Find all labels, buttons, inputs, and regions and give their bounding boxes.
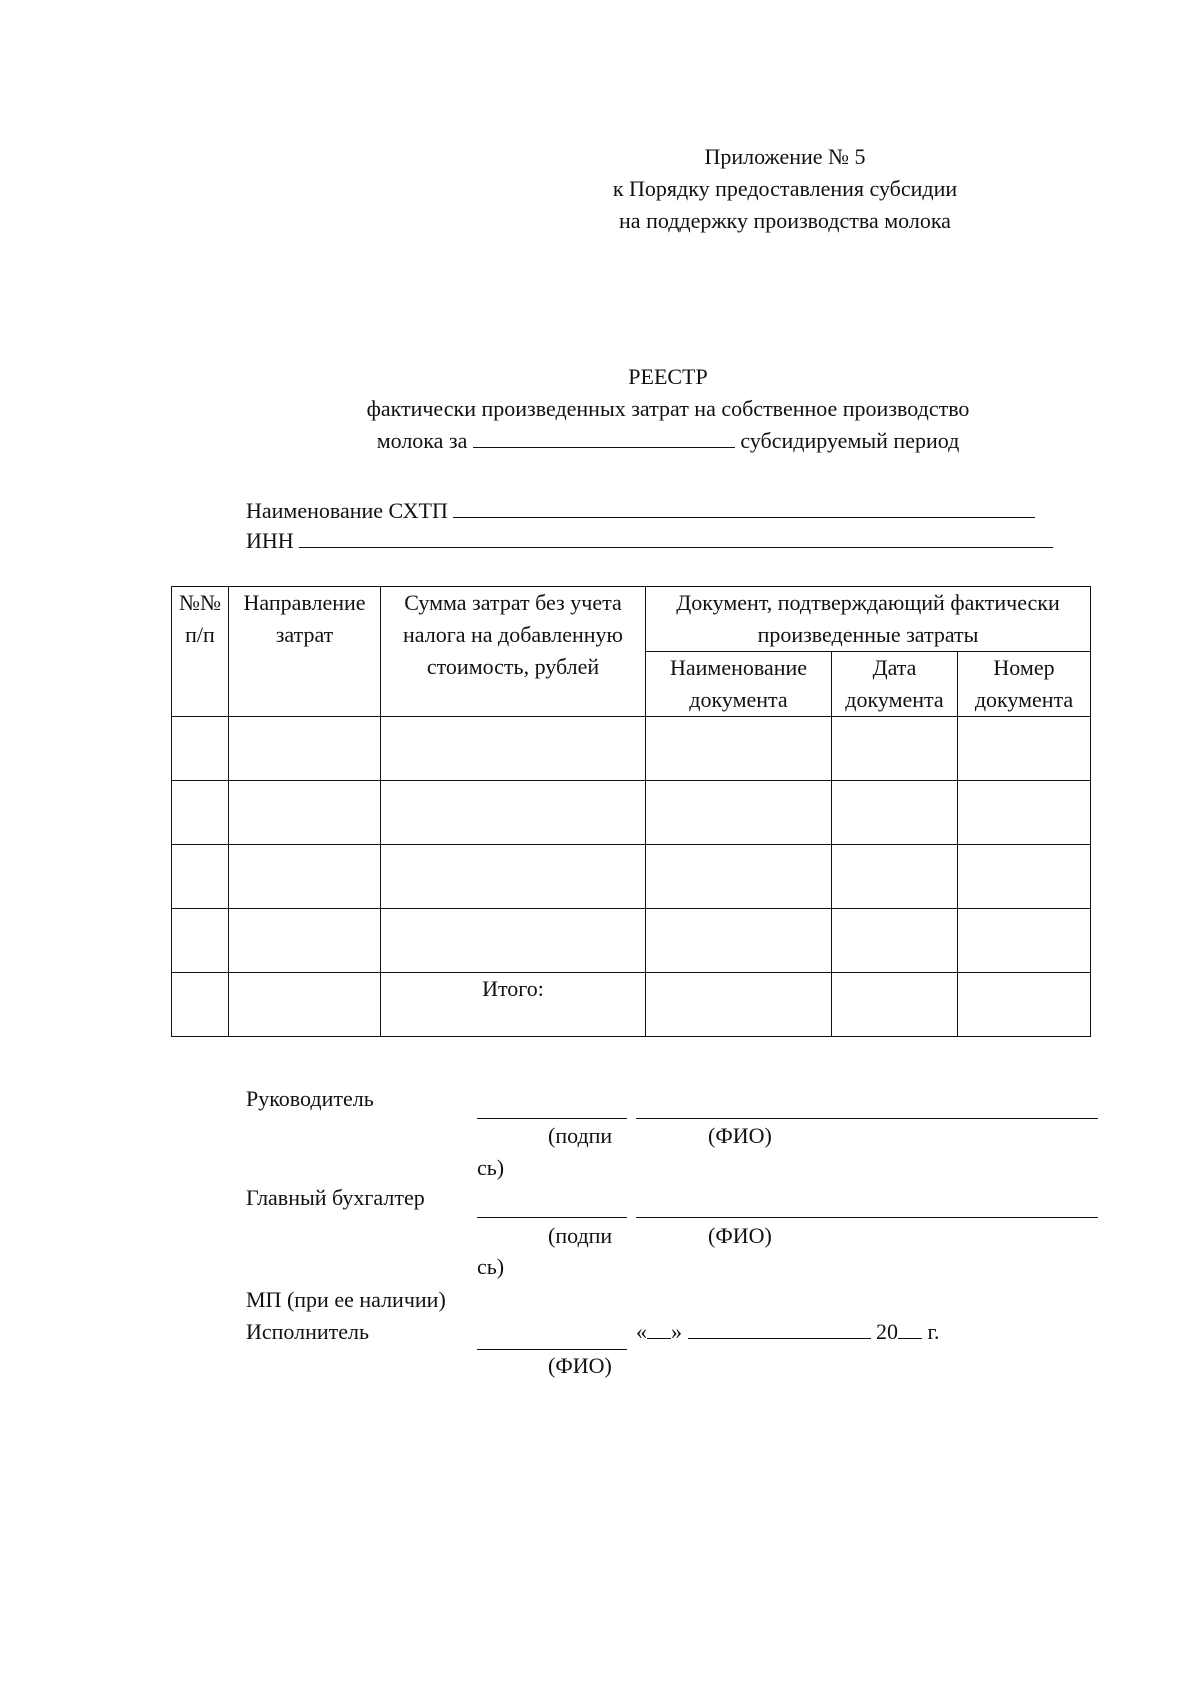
- head-signature-line[interactable]: [477, 1118, 627, 1119]
- table-cell[interactable]: [958, 909, 1091, 973]
- table-cell[interactable]: [229, 781, 381, 845]
- table-cell[interactable]: [646, 717, 832, 781]
- table-cell[interactable]: [229, 717, 381, 781]
- accountant-fio-caption: (ФИО): [708, 1223, 772, 1248]
- year-suffix: г.: [927, 1319, 940, 1344]
- date-close-quote: »: [671, 1319, 682, 1344]
- table-cell[interactable]: [958, 781, 1091, 845]
- accountant-sign-caption-cont: сь): [477, 1254, 505, 1279]
- title-line-2: [0, 425, 1200, 457]
- appendix-line-2: к Порядку предоставления субсидии: [612, 176, 958, 201]
- table-cell[interactable]: [381, 781, 646, 845]
- table-cell[interactable]: [172, 781, 229, 845]
- header-doc-date: Дата документа: [832, 652, 958, 717]
- header-doc-number: Номер документа: [958, 652, 1091, 717]
- table-row: [172, 909, 1091, 973]
- table-cell[interactable]: [832, 973, 958, 1037]
- total-label: Итого:: [381, 973, 646, 1037]
- head-sign-caption-cont: сь): [477, 1155, 505, 1180]
- table-row: [172, 781, 1091, 845]
- table-cell[interactable]: [381, 845, 646, 909]
- table-cell[interactable]: [958, 973, 1091, 1037]
- title-line-1: фактически произведенных затрат на собственное производство: [366, 396, 970, 421]
- accountant-fio-line[interactable]: [636, 1217, 1098, 1218]
- table-cell[interactable]: [646, 973, 832, 1037]
- table-cell[interactable]: [832, 781, 958, 845]
- org-name-field: [246, 495, 1035, 527]
- table-cell[interactable]: [229, 845, 381, 909]
- header-direction: Направление затрат: [229, 587, 381, 717]
- header-sum: Сумма затрат без учета налога на добавленную стоимость, рублей: [381, 587, 646, 717]
- org-name-label: Наименование СХТП: [246, 498, 448, 523]
- accountant-label: Главный бухгалтер: [246, 1185, 425, 1210]
- year-prefix: 20: [876, 1319, 898, 1344]
- head-fio-caption: (ФИО): [708, 1123, 772, 1148]
- title-period-prefix: молока за: [376, 428, 468, 453]
- appendix-header: [575, 141, 995, 237]
- appendix-line-3: на поддержку производства молока: [619, 208, 951, 233]
- head-fio-line[interactable]: [636, 1118, 1098, 1119]
- executor-fio-caption: (ФИО): [548, 1353, 612, 1378]
- day-blank[interactable]: [647, 1316, 671, 1339]
- period-blank[interactable]: [473, 425, 735, 448]
- table-cell[interactable]: [381, 909, 646, 973]
- table-cell[interactable]: [646, 781, 832, 845]
- document-title: [0, 361, 1200, 457]
- stamp-label: МП (при ее наличии): [246, 1287, 446, 1312]
- title-heading: РЕЕСТР: [628, 364, 708, 389]
- inn-field: [246, 525, 1053, 557]
- header-document-group: Документ, подтверждающий фактически произведенные затраты: [646, 587, 1091, 652]
- table-cell[interactable]: [172, 717, 229, 781]
- table-cell[interactable]: [381, 717, 646, 781]
- table-cell[interactable]: [646, 909, 832, 973]
- accountant-signature-line[interactable]: [477, 1217, 627, 1218]
- table-cell[interactable]: [646, 845, 832, 909]
- inn-label: ИНН: [246, 528, 294, 553]
- table-header-row: [172, 587, 1091, 652]
- table-cell[interactable]: [172, 909, 229, 973]
- org-name-blank[interactable]: [453, 495, 1035, 518]
- table-cell[interactable]: [229, 909, 381, 973]
- executor-label: Исполнитель: [246, 1319, 370, 1344]
- head-label: Руководитель: [246, 1086, 374, 1111]
- table-cell[interactable]: [832, 909, 958, 973]
- title-period-suffix: субсидируемый период: [740, 428, 960, 453]
- table-cell[interactable]: [958, 717, 1091, 781]
- date-field: [636, 1316, 940, 1348]
- table-cell[interactable]: [172, 845, 229, 909]
- inn-blank[interactable]: [299, 525, 1053, 548]
- accountant-sign-caption: (подпи: [548, 1223, 613, 1248]
- table-cell[interactable]: [958, 845, 1091, 909]
- table-cell[interactable]: [172, 973, 229, 1037]
- appendix-line-1: Приложение № 5: [704, 144, 866, 169]
- date-open-quote: «: [636, 1319, 647, 1344]
- table-row: [172, 717, 1091, 781]
- table-cell[interactable]: [832, 717, 958, 781]
- table-row: [172, 845, 1091, 909]
- registry-table: [171, 586, 1091, 1037]
- year-blank[interactable]: [898, 1316, 922, 1339]
- table-cell[interactable]: [832, 845, 958, 909]
- header-num: №№ п/п: [172, 587, 229, 717]
- header-doc-name: Наименование документа: [646, 652, 832, 717]
- month-blank[interactable]: [688, 1316, 871, 1339]
- total-row: [172, 973, 1091, 1037]
- head-sign-caption: (подпи: [548, 1123, 613, 1148]
- table-cell[interactable]: [229, 973, 381, 1037]
